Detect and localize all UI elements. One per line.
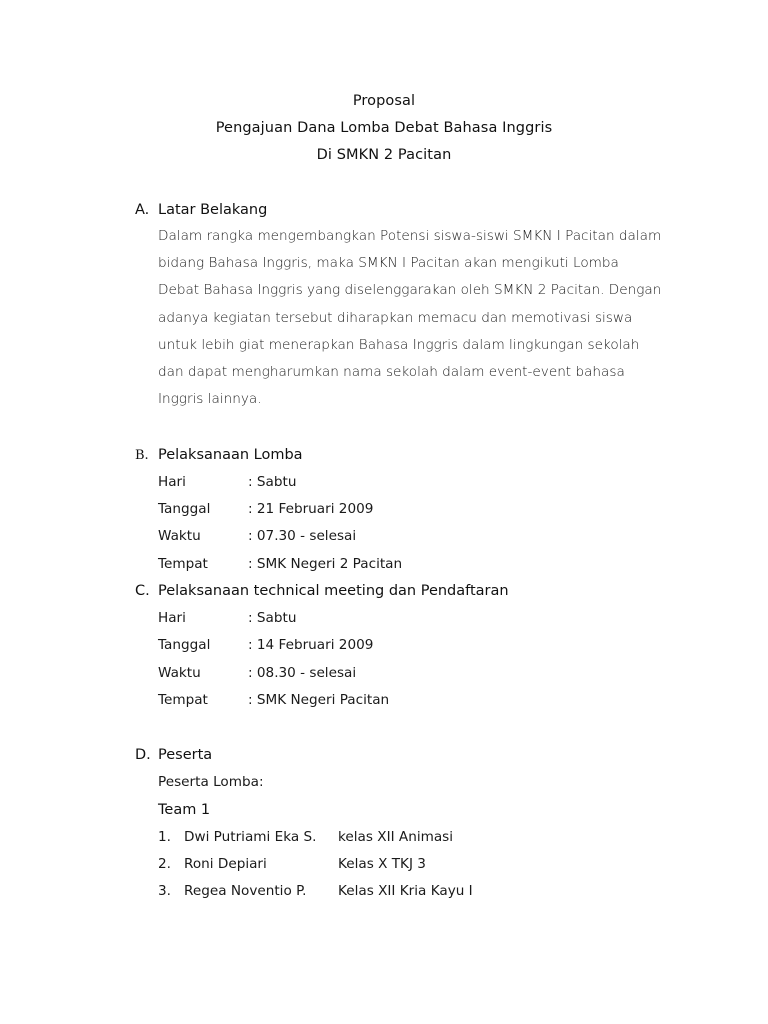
member-name: Dwi Putriami Eka S.: [184, 829, 317, 845]
detail-label: Tanggal: [158, 501, 211, 517]
detail-label: Tempat: [158, 556, 208, 572]
paragraph-line: Inggris lainnya.: [158, 391, 262, 408]
member-name: Roni Depiari: [184, 856, 267, 872]
member-class: Kelas X TKJ 3: [338, 856, 426, 872]
detail-value: : SMK Negeri Pacitan: [248, 692, 390, 708]
detail-row-hari: [158, 609, 296, 627]
member-number: 3.: [158, 883, 171, 899]
document-subtitle: Pengajuan Dana Lomba Debat Bahasa Inggris: [215, 120, 553, 136]
detail-value: : 07.30 - selesai: [248, 528, 357, 544]
section-title: Peserta: [158, 747, 213, 763]
paragraph-line: Debat Bahasa Inggris yang diselenggarakan oleh SMKN 2 Pacitan. Dengan: [158, 282, 662, 299]
paragraph-line: Dalam rangka mengembangkan Potensi siswa-siswi SMKN I Pacitan dalam: [158, 228, 662, 244]
section-b-heading: [135, 446, 303, 465]
list-item: [158, 855, 426, 873]
member-name: Regea Noventio P.: [184, 883, 307, 899]
detail-row-tempat: [158, 555, 402, 573]
member-class: kelas XII Animasi: [338, 829, 454, 845]
detail-label: Waktu: [158, 665, 201, 681]
detail-value: : Sabtu: [248, 474, 297, 490]
detail-label: Hari: [158, 610, 186, 626]
section-letter: B.: [135, 448, 149, 463]
detail-value: : 21 Februari 2009: [248, 501, 374, 517]
document-location: Di SMKN 2 Pacitan: [316, 147, 452, 163]
detail-label: Tanggal: [158, 637, 211, 653]
paragraph-line: untuk lebih giat menerapkan Bahasa Inggris dalam lingkungan sekolah: [158, 336, 640, 353]
member-number: 1.: [158, 829, 171, 845]
paragraph-line: bidang Bahasa Inggris, maka SMKN I Pacitan akan mengikuti Lomba: [158, 255, 619, 272]
section-title: Pelaksanaan Lomba: [158, 447, 303, 463]
section-letter: A.: [135, 202, 150, 218]
section-d-heading: [135, 746, 212, 764]
participants-intro: Peserta Lomba:: [158, 774, 264, 790]
section-a-heading: [135, 201, 267, 219]
detail-row-tempat: [158, 691, 389, 709]
detail-row-waktu: [158, 527, 356, 545]
member-number: 2.: [158, 856, 171, 872]
section-title: Latar Belakang: [158, 202, 268, 218]
section-letter: D.: [135, 747, 151, 763]
document-title: Proposal: [352, 93, 416, 109]
paragraph-line: dan dapat mengharumkan nama sekolah dalam event-event bahasa: [158, 364, 625, 381]
section-title: Pelaksanaan technical meeting dan Pendaftaran: [158, 583, 509, 599]
detail-value: : 08.30 - selesai: [248, 665, 357, 681]
detail-value: : Sabtu: [248, 610, 297, 626]
list-item: [158, 828, 453, 846]
list-item: [158, 882, 473, 900]
detail-value: : SMK Negeri 2 Pacitan: [248, 556, 403, 572]
section-c-heading: [135, 582, 509, 600]
detail-row-tanggal: [158, 500, 373, 518]
section-letter: C.: [135, 583, 150, 599]
section-a-paragraph: [158, 223, 678, 413]
member-class: Kelas XII Kria Kayu I: [338, 883, 473, 899]
paragraph-line: adanya kegiatan tersebut diharapkan memacu dan memotivasi siswa: [158, 309, 633, 326]
detail-label: Waktu: [158, 528, 201, 544]
detail-row-waktu: [158, 664, 356, 682]
team-title: Team 1: [158, 802, 211, 818]
detail-row-hari: [158, 473, 296, 491]
detail-value: : 14 Februari 2009: [248, 637, 374, 653]
detail-label: Hari: [158, 474, 186, 490]
detail-row-tanggal: [158, 636, 373, 654]
detail-label: Tempat: [158, 692, 208, 708]
